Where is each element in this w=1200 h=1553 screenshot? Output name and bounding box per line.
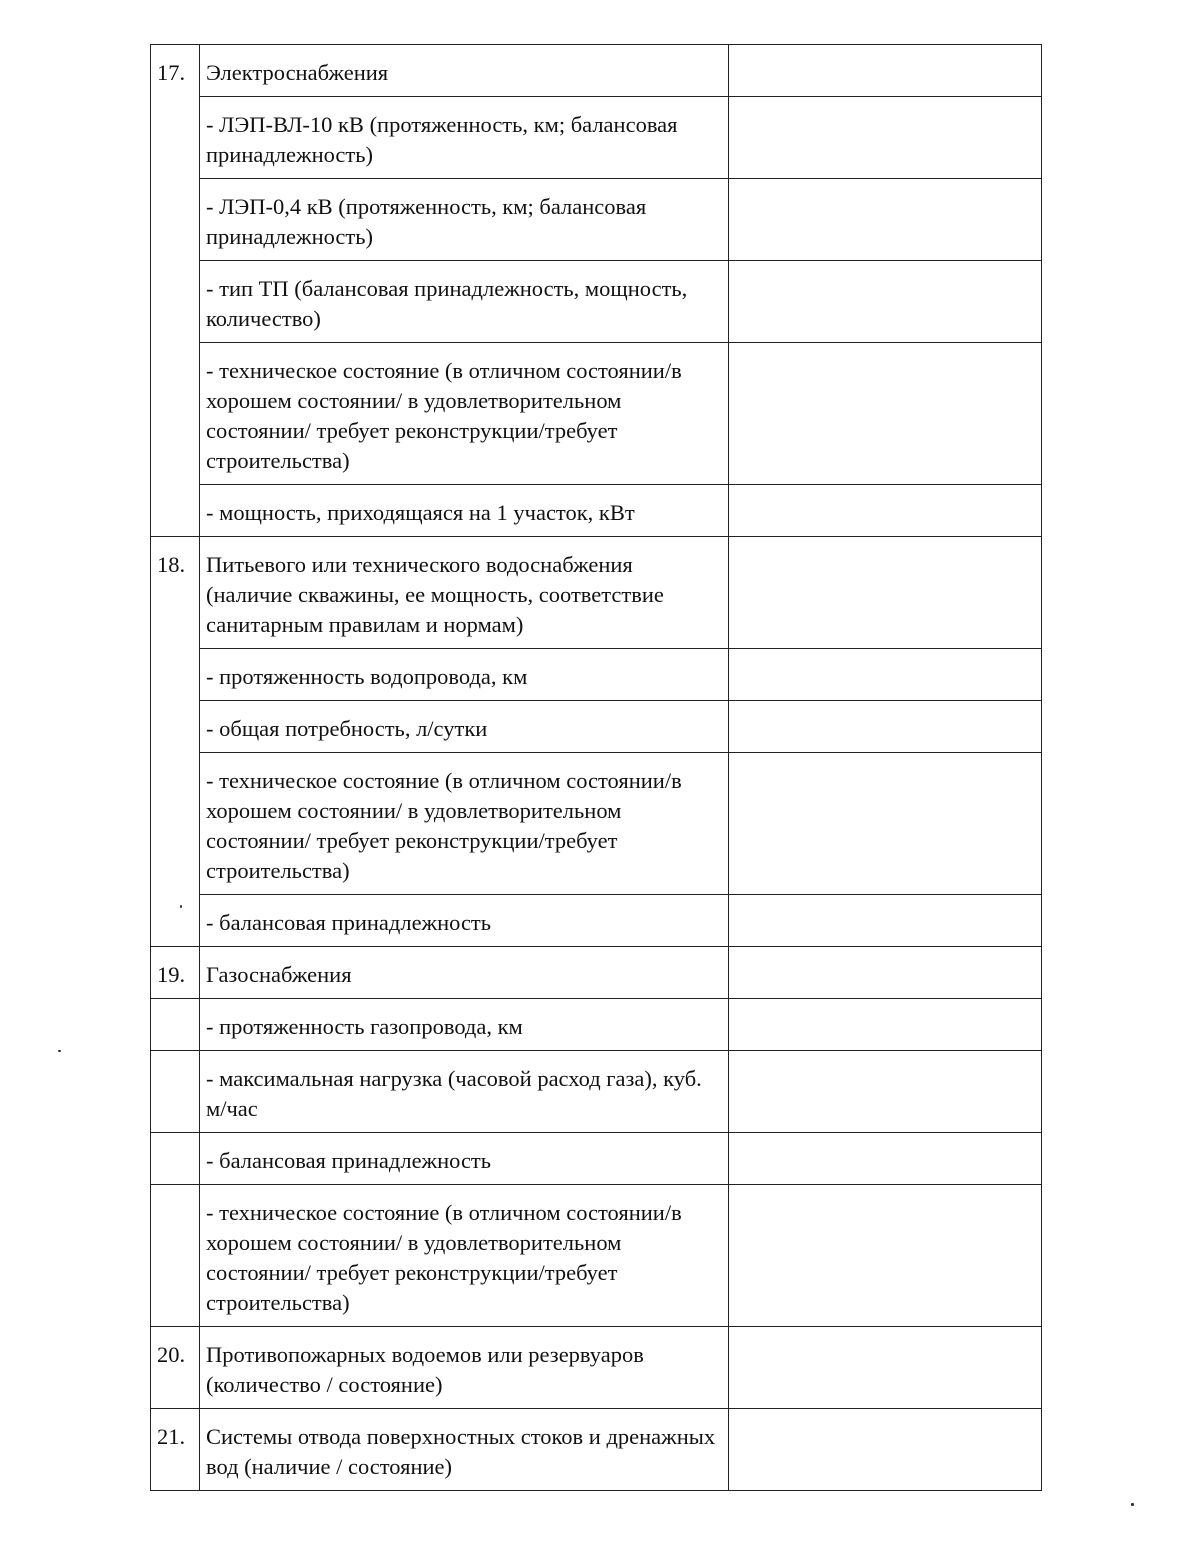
row-description: - общая потребность, л/сутки <box>200 701 729 753</box>
row-value-cell <box>729 1185 1042 1327</box>
table-row <box>151 343 1042 485</box>
row-number: 21. <box>151 1409 200 1491</box>
table-row <box>151 1051 1042 1133</box>
table-row <box>151 649 1042 701</box>
row-value-cell <box>729 261 1042 343</box>
table-row <box>151 947 1042 999</box>
row-number <box>151 701 200 753</box>
table-row <box>151 179 1042 261</box>
row-description: - максимальная нагрузка (часовой расход газа), куб. м/час <box>200 1051 729 1133</box>
table-row <box>151 1409 1042 1491</box>
row-value-cell <box>729 1051 1042 1133</box>
row-number <box>151 1185 200 1327</box>
row-description: Газоснабжения <box>200 947 729 999</box>
row-description: - техническое состояние (в отличном состоянии/в хорошем состоянии/ в удовлетворительном состоянии/ требует реконструкции/требует строительства) <box>200 343 729 485</box>
row-number <box>151 1051 200 1133</box>
row-number: 18. <box>151 537 200 649</box>
scan-speck <box>58 1050 61 1052</box>
row-number <box>151 261 200 343</box>
row-value-cell <box>729 1327 1042 1409</box>
row-value-cell <box>729 485 1042 537</box>
row-value-cell <box>729 1133 1042 1185</box>
table-row <box>151 97 1042 179</box>
row-value-cell <box>729 45 1042 97</box>
table-row <box>151 45 1042 97</box>
row-description: Системы отвода поверхностных стоков и дренажных вод (наличие / состояние) <box>200 1409 729 1491</box>
row-description: - балансовая принадлежность <box>200 895 729 947</box>
row-number <box>151 999 200 1051</box>
row-value-cell <box>729 97 1042 179</box>
table-row <box>151 485 1042 537</box>
row-description: - ЛЭП-ВЛ-10 кВ (протяженность, км; балансовая принадлежность) <box>200 97 729 179</box>
row-number <box>151 343 200 485</box>
row-description: Противопожарных водоемов или резервуаров (количество / состояние) <box>200 1327 729 1409</box>
row-description: - мощность, приходящаяся на 1 участок, кВт <box>200 485 729 537</box>
row-value-cell <box>729 999 1042 1051</box>
table-row <box>151 537 1042 649</box>
infrastructure-table <box>150 44 1042 1491</box>
row-value-cell <box>729 753 1042 895</box>
row-description: - ЛЭП-0,4 кВ (протяженность, км; балансовая принадлежность) <box>200 179 729 261</box>
table-row <box>151 1185 1042 1327</box>
table-row <box>151 1327 1042 1409</box>
table-row <box>151 701 1042 753</box>
scan-speck <box>1131 1503 1134 1506</box>
row-description: - протяженность водопровода, км <box>200 649 729 701</box>
row-number <box>151 895 200 947</box>
row-value-cell <box>729 701 1042 753</box>
row-value-cell <box>729 537 1042 649</box>
row-number: 20. <box>151 1327 200 1409</box>
row-value-cell <box>729 1409 1042 1491</box>
row-number <box>151 485 200 537</box>
row-description: - техническое состояние (в отличном состоянии/в хорошем состоянии/ в удовлетворительном состоянии/ требует реконструкции/требует строительства) <box>200 753 729 895</box>
row-value-cell <box>729 649 1042 701</box>
row-number: 19. <box>151 947 200 999</box>
table-row <box>151 753 1042 895</box>
row-number <box>151 649 200 701</box>
row-value-cell <box>729 343 1042 485</box>
table-row <box>151 895 1042 947</box>
table-row <box>151 999 1042 1051</box>
row-description: - протяженность газопровода, км <box>200 999 729 1051</box>
row-value-cell <box>729 895 1042 947</box>
row-description: - тип ТП (балансовая принадлежность, мощность, количество) <box>200 261 729 343</box>
row-number <box>151 97 200 179</box>
row-value-cell <box>729 179 1042 261</box>
row-number: 17. <box>151 45 200 97</box>
table-row <box>151 261 1042 343</box>
row-value-cell <box>729 947 1042 999</box>
scan-speck <box>180 905 182 908</box>
row-number <box>151 179 200 261</box>
row-description: Электроснабжения <box>200 45 729 97</box>
row-description: Питьевого или технического водоснабжения (наличие скважины, ее мощность, соответствие санитарным правилам и нормам) <box>200 537 729 649</box>
row-number <box>151 1133 200 1185</box>
row-description: - балансовая принадлежность <box>200 1133 729 1185</box>
table-row <box>151 1133 1042 1185</box>
row-number <box>151 753 200 895</box>
row-description: - техническое состояние (в отличном состоянии/в хорошем состоянии/ в удовлетворительном состоянии/ требует реконструкции/требует строительства) <box>200 1185 729 1327</box>
